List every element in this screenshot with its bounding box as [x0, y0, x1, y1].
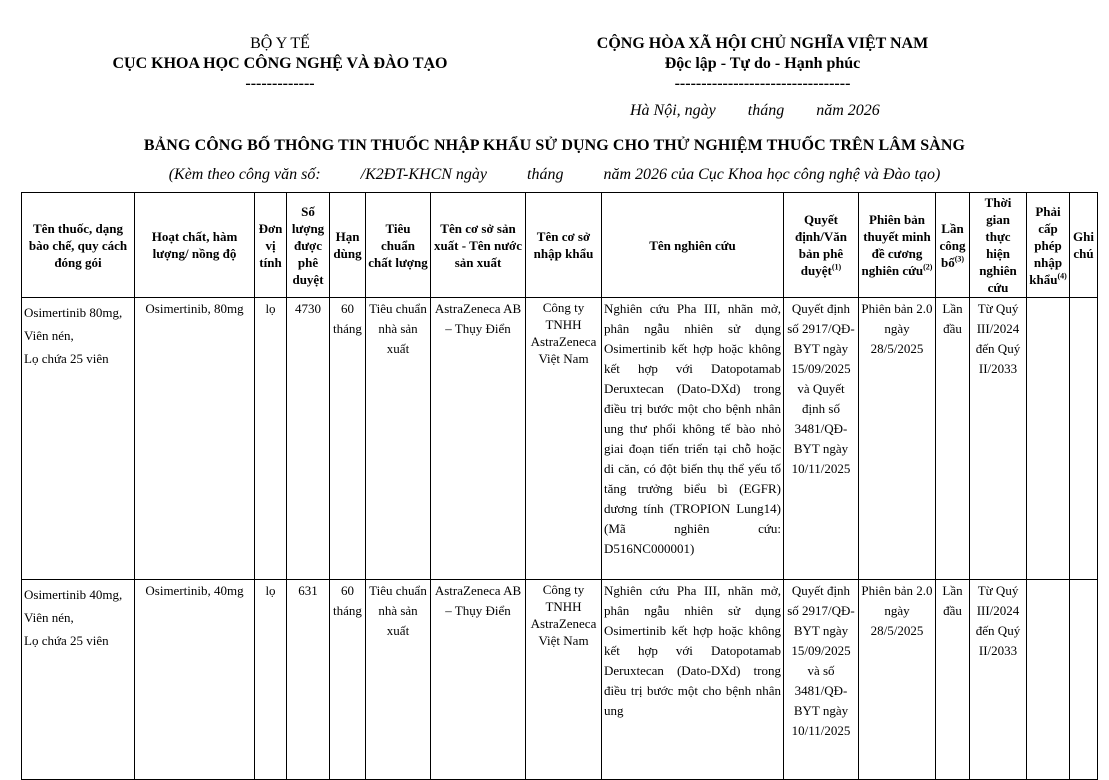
cell-importer: Công ty TNHH AstraZeneca Việt Nam [526, 298, 602, 580]
drug-name-line: Osimertinib 80mg, [24, 305, 123, 320]
cell-standard: Tiêu chuẩn nhà sản xuất [366, 298, 431, 580]
table-row [22, 298, 1098, 580]
cell-standard: Tiêu chuẩn nhà sản xuất [366, 580, 431, 780]
col-header-unit: Đơn vị tính [255, 193, 287, 298]
department-name: CỤC KHOA HỌC CÔNG NGHỆ VÀ ĐÀO TẠO [112, 55, 448, 72]
drug-disclosure-table [21, 192, 1098, 780]
cell-study: Nghiên cứu Pha III, nhãn mở, phân ngẫu nhiên sử dụng Osimertinib kết hợp hoặc không kết hợp với Datopotamab Deruxtecan (Dato-DXd) trong điều trị bước một cho bệnh nhân ung [602, 580, 784, 780]
col-header-permit [1027, 193, 1070, 298]
cell-period: Từ Quý III/2024 đến Quý II/2033 [970, 298, 1027, 580]
col-header-decision [784, 193, 859, 298]
cell-expiry: 60 tháng [330, 298, 366, 580]
col-header-manufacturer: Tên cơ sở sản xuất - Tên nước sản xuất [431, 193, 526, 298]
ministry-name: BỘ Y TẾ [250, 35, 310, 52]
cell-active-ingredient: Osimertinib, 80mg [135, 298, 255, 580]
decision-footnote-mark: (1) [831, 262, 842, 272]
table-row [22, 580, 1098, 780]
col-header-drug-name: Tên thuốc, dạng bào chế, quy cách đóng gói [22, 193, 135, 298]
protocol-header-text: Phiên bản thuyết minh đề cương nghiên cứu [861, 212, 931, 278]
dateline: Hà Nội, ngày tháng năm 2026 [630, 102, 880, 119]
times-header-text: Lần công bố [939, 220, 966, 270]
issuer-rule: ------------- [245, 75, 315, 92]
national-heading [560, 34, 965, 94]
cell-note [1070, 298, 1098, 580]
decision-header-text: Quyết định/Văn bản phê duyệt [794, 212, 848, 278]
cell-note [1070, 580, 1098, 780]
motto-rule: --------------------------------- [674, 75, 851, 92]
packaging-line: Lọ chứa 25 viên [24, 633, 109, 648]
document-title: BẢNG CÔNG BỐ THÔNG TIN THUỐC NHẬP KHẨU SỬ DỤNG CHO THỬ NGHIỆM THUỐC TRÊN LÂM SÀNG [143, 137, 966, 154]
col-header-study: Tên nghiên cứu [602, 193, 784, 298]
cell-decision: Quyết định số 2917/QĐ-BYT ngày 15/09/2025 và Quyết định số 3481/QĐ-BYT ngày 10/11/2025 [784, 298, 859, 580]
cell-expiry: 60 tháng [330, 580, 366, 780]
cell-active-ingredient: Osimertinib, 40mg [135, 580, 255, 780]
document-subtitle: (Kèm theo công văn số: /K2ĐT-KHCN ngày tháng năm 2026 của Cục Khoa học công nghệ và Đào tạo) [168, 166, 941, 183]
cell-period: Từ Quý III/2024 đến Quý II/2033 [970, 580, 1027, 780]
col-header-importer: Tên cơ sở nhập khẩu [526, 193, 602, 298]
col-header-protocol [859, 193, 936, 298]
cell-study: Nghiên cứu Pha III, nhãn mở, phân ngẫu nhiên sử dụng Osimertinib kết hợp hoặc không kết hợp với Datopotamab Deruxtecan (Dato-DXd) trong điều trị bước một cho bệnh nhân ung thư phổi không tế bào nhỏ giai đoạn tiến triển tại chỗ hoặc di căn, có đột biến thụ thể yếu tố tăng trưởng biểu bì (EGFR) dương tính (TROPION Lung14) (Mã nghiên cứu: D516NC000001) [602, 298, 784, 580]
permit-header-text: Phải cấp phép nhập khẩu [1029, 203, 1063, 287]
col-header-quantity: Số lượng được phê duyệt [287, 193, 330, 298]
col-header-standard: Tiêu chuẩn chất lượng [366, 193, 431, 298]
cell-manufacturer: AstraZeneca AB – Thụy Điển [431, 298, 526, 580]
dosage-form-line: Viên nén, [24, 610, 74, 625]
col-header-note: Ghi chú [1070, 193, 1098, 298]
packaging-line: Lọ chứa 25 viên [24, 351, 109, 366]
protocol-footnote-mark: (2) [923, 262, 933, 272]
issuer-block [60, 34, 500, 94]
country-name: CỘNG HÒA XÃ HỘI CHỦ NGHĨA VIỆT NAM [596, 35, 929, 52]
dosage-form-line: Viên nén, [24, 328, 74, 343]
col-header-active-ingredient: Hoạt chất, hàm lượng/ nồng độ [135, 193, 255, 298]
col-header-times [936, 193, 970, 298]
cell-protocol: Phiên bản 2.0 ngày 28/5/2025 [859, 298, 936, 580]
cell-times: Lần đầu [936, 580, 970, 780]
cell-quantity: 631 [287, 580, 330, 780]
cell-protocol: Phiên bản 2.0 ngày 28/5/2025 [859, 580, 936, 780]
national-motto: Độc lập - Tự do - Hạnh phúc [664, 55, 861, 72]
cell-times: Lần đầu [936, 298, 970, 580]
cell-quantity: 4730 [287, 298, 330, 580]
cell-drug-name [22, 580, 135, 780]
drug-name-line: Osimertinib 40mg, [24, 587, 123, 602]
cell-importer: Công ty TNHH AstraZeneca Việt Nam [526, 580, 602, 780]
cell-permit [1027, 580, 1070, 780]
cell-unit: lọ [255, 298, 287, 580]
cell-decision: Quyết định số 2917/QĐ-BYT ngày 15/09/2025 và số 3481/QĐ-BYT ngày 10/11/2025 [784, 580, 859, 780]
cell-manufacturer: AstraZeneca AB – Thụy Điển [431, 580, 526, 780]
col-header-period: Thời gian thực hiện nghiên cứu [970, 193, 1027, 298]
cell-unit: lọ [255, 580, 287, 780]
permit-footnote-mark: (4) [1057, 271, 1067, 281]
cell-drug-name [22, 298, 135, 580]
table-header-row [22, 193, 1098, 298]
col-header-expiry: Hạn dùng [330, 193, 366, 298]
cell-permit [1027, 298, 1070, 580]
times-footnote-mark: (3) [954, 254, 965, 264]
